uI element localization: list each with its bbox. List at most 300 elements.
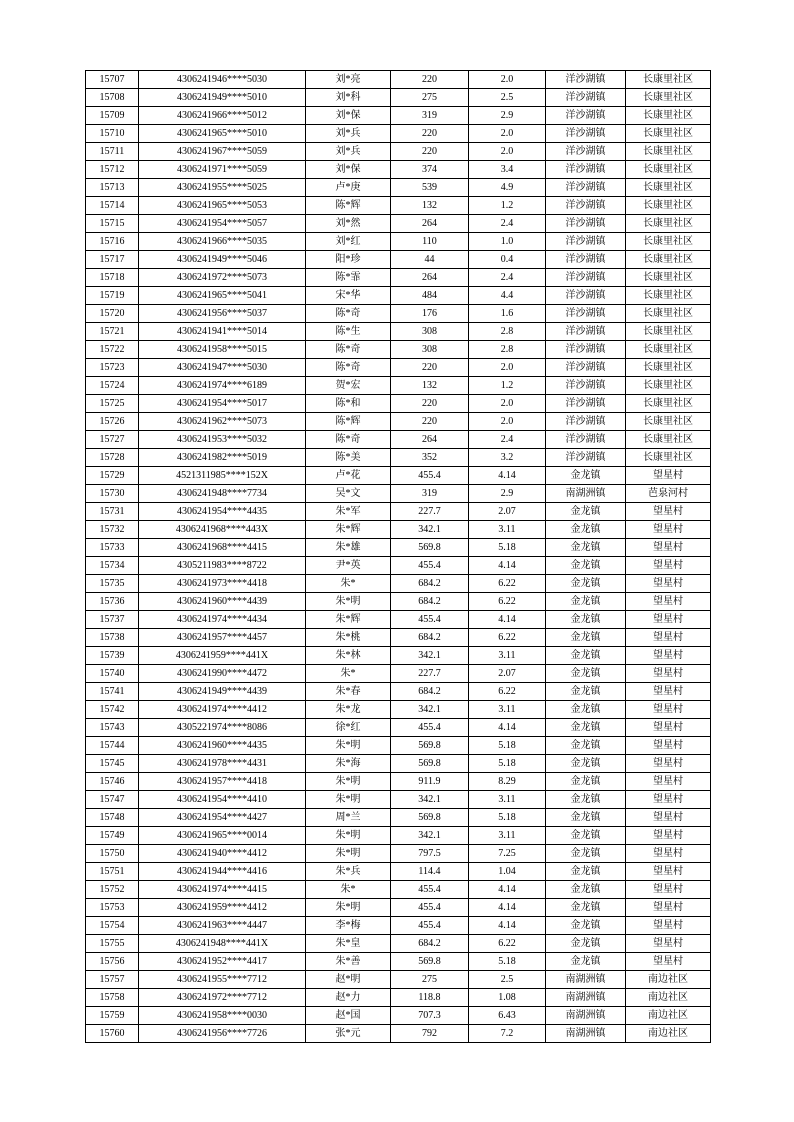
town-cell: 金龙镇 (546, 899, 626, 917)
table-row (86, 503, 711, 521)
table-row (86, 179, 711, 197)
table-row (86, 251, 711, 269)
table-row (86, 287, 711, 305)
name-cell: 赵*国 (306, 1007, 391, 1025)
name-cell: 李*梅 (306, 917, 391, 935)
village-cell: 长康里社区 (626, 215, 711, 233)
town-cell: 金龙镇 (546, 665, 626, 683)
id-number-cell: 4306241940****4412 (139, 845, 306, 863)
table-row (86, 161, 711, 179)
amount-cell: 797.5 (391, 845, 469, 863)
id-number-cell: 4306241974****6189 (139, 377, 306, 395)
town-cell: 金龙镇 (546, 683, 626, 701)
village-cell: 望星村 (626, 827, 711, 845)
amount-cell: 275 (391, 89, 469, 107)
village-cell: 长康里社区 (626, 323, 711, 341)
area-cell: 7.25 (469, 845, 546, 863)
village-cell: 长康里社区 (626, 89, 711, 107)
town-cell: 金龙镇 (546, 593, 626, 611)
name-cell: 陈*奇 (306, 305, 391, 323)
table-row (86, 143, 711, 161)
town-cell: 洋沙湖镇 (546, 323, 626, 341)
town-cell: 洋沙湖镇 (546, 233, 626, 251)
town-cell: 洋沙湖镇 (546, 251, 626, 269)
amount-cell: 569.8 (391, 539, 469, 557)
amount-cell: 342.1 (391, 701, 469, 719)
id-number-cell: 4306241952****4417 (139, 953, 306, 971)
amount-cell: 220 (391, 359, 469, 377)
area-cell: 2.9 (469, 485, 546, 503)
serial-number-cell: 15759 (86, 1007, 139, 1025)
table-row (86, 575, 711, 593)
name-cell: 贺*宏 (306, 377, 391, 395)
serial-number-cell: 15710 (86, 125, 139, 143)
village-cell: 望星村 (626, 521, 711, 539)
amount-cell: 220 (391, 143, 469, 161)
area-cell: 3.11 (469, 521, 546, 539)
name-cell: 陈*美 (306, 449, 391, 467)
serial-number-cell: 15738 (86, 629, 139, 647)
serial-number-cell: 15758 (86, 989, 139, 1007)
village-cell: 望星村 (626, 917, 711, 935)
serial-number-cell: 15756 (86, 953, 139, 971)
name-cell: 赵*力 (306, 989, 391, 1007)
id-number-cell: 4306241960****4439 (139, 593, 306, 611)
village-cell: 望星村 (626, 953, 711, 971)
village-cell: 长康里社区 (626, 431, 711, 449)
serial-number-cell: 15730 (86, 485, 139, 503)
village-cell: 望星村 (626, 755, 711, 773)
town-cell: 金龙镇 (546, 953, 626, 971)
table-row (86, 539, 711, 557)
village-cell: 长康里社区 (626, 251, 711, 269)
village-cell: 长康里社区 (626, 107, 711, 125)
id-number-cell: 4306241960****4435 (139, 737, 306, 755)
town-cell: 洋沙湖镇 (546, 305, 626, 323)
id-number-cell: 4306241966****5035 (139, 233, 306, 251)
village-cell: 长康里社区 (626, 161, 711, 179)
table-row (86, 935, 711, 953)
village-cell: 望星村 (626, 791, 711, 809)
amount-cell: 455.4 (391, 899, 469, 917)
area-cell: 5.18 (469, 539, 546, 557)
name-cell: 朱*龙 (306, 701, 391, 719)
amount-cell: 264 (391, 215, 469, 233)
table-row (86, 611, 711, 629)
table-row (86, 71, 711, 89)
town-cell: 南湖洲镇 (546, 1007, 626, 1025)
area-cell: 5.18 (469, 737, 546, 755)
table-row (86, 791, 711, 809)
amount-cell: 684.2 (391, 629, 469, 647)
id-number-cell: 4306241965****0014 (139, 827, 306, 845)
amount-cell: 342.1 (391, 521, 469, 539)
area-cell: 2.0 (469, 71, 546, 89)
name-cell: 朱* (306, 665, 391, 683)
id-number-cell: 4521311985****152X (139, 467, 306, 485)
amount-cell: 911.9 (391, 773, 469, 791)
town-cell: 金龙镇 (546, 773, 626, 791)
town-cell: 洋沙湖镇 (546, 413, 626, 431)
town-cell: 洋沙湖镇 (546, 197, 626, 215)
serial-number-cell: 15752 (86, 881, 139, 899)
area-cell: 1.08 (469, 989, 546, 1007)
town-cell: 洋沙湖镇 (546, 449, 626, 467)
serial-number-cell: 15721 (86, 323, 139, 341)
table-row (86, 1007, 711, 1025)
village-cell: 长康里社区 (626, 359, 711, 377)
serial-number-cell: 15718 (86, 269, 139, 287)
serial-number-cell: 15720 (86, 305, 139, 323)
village-cell: 长康里社区 (626, 125, 711, 143)
village-cell: 长康里社区 (626, 305, 711, 323)
village-cell: 望星村 (626, 611, 711, 629)
name-cell: 陈*奇 (306, 431, 391, 449)
name-cell: 刘*亮 (306, 71, 391, 89)
id-number-cell: 4306241949****5010 (139, 89, 306, 107)
town-cell: 洋沙湖镇 (546, 341, 626, 359)
village-cell: 长康里社区 (626, 143, 711, 161)
amount-cell: 374 (391, 161, 469, 179)
id-number-cell: 4306241954****4410 (139, 791, 306, 809)
table-row (86, 125, 711, 143)
area-cell: 1.0 (469, 233, 546, 251)
name-cell: 陈*辉 (306, 197, 391, 215)
table-row (86, 719, 711, 737)
name-cell: 朱*善 (306, 953, 391, 971)
town-cell: 南湖洲镇 (546, 1025, 626, 1043)
village-cell: 长康里社区 (626, 233, 711, 251)
area-cell: 4.14 (469, 467, 546, 485)
area-cell: 1.6 (469, 305, 546, 323)
village-cell: 南边社区 (626, 971, 711, 989)
name-cell: 尹*英 (306, 557, 391, 575)
amount-cell: 484 (391, 287, 469, 305)
name-cell: 卢*庚 (306, 179, 391, 197)
area-cell: 3.4 (469, 161, 546, 179)
name-cell: 刘*然 (306, 215, 391, 233)
name-cell: 朱* (306, 881, 391, 899)
town-cell: 洋沙湖镇 (546, 143, 626, 161)
town-cell: 南湖洲镇 (546, 989, 626, 1007)
id-number-cell: 4306241948****441X (139, 935, 306, 953)
town-cell: 洋沙湖镇 (546, 125, 626, 143)
name-cell: 朱*春 (306, 683, 391, 701)
amount-cell: 220 (391, 413, 469, 431)
town-cell: 金龙镇 (546, 629, 626, 647)
village-cell: 长康里社区 (626, 341, 711, 359)
amount-cell: 792 (391, 1025, 469, 1043)
amount-cell: 539 (391, 179, 469, 197)
amount-cell: 220 (391, 71, 469, 89)
amount-cell: 684.2 (391, 935, 469, 953)
town-cell: 金龙镇 (546, 503, 626, 521)
amount-cell: 308 (391, 323, 469, 341)
name-cell: 周*兰 (306, 809, 391, 827)
area-cell: 2.5 (469, 971, 546, 989)
village-cell: 望星村 (626, 863, 711, 881)
id-number-cell: 4306241968****443X (139, 521, 306, 539)
id-number-cell: 4306241948****7734 (139, 485, 306, 503)
town-cell: 金龙镇 (546, 701, 626, 719)
name-cell: 赵*明 (306, 971, 391, 989)
name-cell: 陈*辉 (306, 413, 391, 431)
amount-cell: 455.4 (391, 611, 469, 629)
serial-number-cell: 15755 (86, 935, 139, 953)
name-cell: 朱* (306, 575, 391, 593)
name-cell: 朱*明 (306, 845, 391, 863)
id-number-cell: 4306241974****4412 (139, 701, 306, 719)
id-number-cell: 4306241957****4457 (139, 629, 306, 647)
id-number-cell: 4306241958****0030 (139, 1007, 306, 1025)
area-cell: 4.14 (469, 899, 546, 917)
id-number-cell: 4306241946****5030 (139, 71, 306, 89)
table-row (86, 431, 711, 449)
amount-cell: 342.1 (391, 647, 469, 665)
id-number-cell: 4306241944****4416 (139, 863, 306, 881)
amount-cell: 110 (391, 233, 469, 251)
table-row (86, 971, 711, 989)
name-cell: 朱*辉 (306, 521, 391, 539)
id-number-cell: 4306241972****7712 (139, 989, 306, 1007)
village-cell: 长康里社区 (626, 179, 711, 197)
table-row (86, 359, 711, 377)
area-cell: 3.11 (469, 827, 546, 845)
table-row (86, 395, 711, 413)
village-cell: 望星村 (626, 845, 711, 863)
area-cell: 2.0 (469, 395, 546, 413)
amount-cell: 342.1 (391, 791, 469, 809)
amount-cell: 132 (391, 377, 469, 395)
town-cell: 南湖洲镇 (546, 485, 626, 503)
id-number-cell: 4306241971****5059 (139, 161, 306, 179)
area-cell: 4.14 (469, 719, 546, 737)
id-number-cell: 4306241949****4439 (139, 683, 306, 701)
table-row (86, 647, 711, 665)
town-cell: 洋沙湖镇 (546, 431, 626, 449)
town-cell: 金龙镇 (546, 611, 626, 629)
table-row (86, 989, 711, 1007)
village-cell: 望星村 (626, 629, 711, 647)
area-cell: 4.14 (469, 917, 546, 935)
table-row (86, 467, 711, 485)
amount-cell: 455.4 (391, 881, 469, 899)
serial-number-cell: 15723 (86, 359, 139, 377)
area-cell: 5.18 (469, 755, 546, 773)
amount-cell: 275 (391, 971, 469, 989)
village-cell: 长康里社区 (626, 413, 711, 431)
town-cell: 洋沙湖镇 (546, 377, 626, 395)
amount-cell: 569.8 (391, 953, 469, 971)
table-row (86, 1025, 711, 1043)
town-cell: 金龙镇 (546, 539, 626, 557)
serial-number-cell: 15726 (86, 413, 139, 431)
id-number-cell: 4306241990****4472 (139, 665, 306, 683)
area-cell: 4.14 (469, 881, 546, 899)
id-number-cell: 4306241966****5012 (139, 107, 306, 125)
amount-cell: 684.2 (391, 575, 469, 593)
serial-number-cell: 15717 (86, 251, 139, 269)
records-table (85, 70, 711, 1043)
table-row (86, 773, 711, 791)
serial-number-cell: 15731 (86, 503, 139, 521)
id-number-cell: 4305211983****8722 (139, 557, 306, 575)
village-cell: 望星村 (626, 719, 711, 737)
town-cell: 金龙镇 (546, 755, 626, 773)
name-cell: 陈*和 (306, 395, 391, 413)
id-number-cell: 4306241972****5073 (139, 269, 306, 287)
name-cell: 张*元 (306, 1025, 391, 1043)
table-row (86, 89, 711, 107)
area-cell: 5.18 (469, 809, 546, 827)
serial-number-cell: 15724 (86, 377, 139, 395)
name-cell: 朱*海 (306, 755, 391, 773)
village-cell: 望星村 (626, 557, 711, 575)
village-cell: 长康里社区 (626, 287, 711, 305)
amount-cell: 176 (391, 305, 469, 323)
name-cell: 阳*珍 (306, 251, 391, 269)
village-cell: 望星村 (626, 647, 711, 665)
name-cell: 徐*红 (306, 719, 391, 737)
serial-number-cell: 15712 (86, 161, 139, 179)
name-cell: 陈*霏 (306, 269, 391, 287)
name-cell: 刘*保 (306, 107, 391, 125)
amount-cell: 569.8 (391, 737, 469, 755)
name-cell: 朱*皇 (306, 935, 391, 953)
serial-number-cell: 15746 (86, 773, 139, 791)
village-cell: 望星村 (626, 575, 711, 593)
area-cell: 2.0 (469, 413, 546, 431)
area-cell: 6.22 (469, 629, 546, 647)
serial-number-cell: 15737 (86, 611, 139, 629)
name-cell: 朱*雄 (306, 539, 391, 557)
serial-number-cell: 15728 (86, 449, 139, 467)
amount-cell: 569.8 (391, 809, 469, 827)
village-cell: 望星村 (626, 701, 711, 719)
serial-number-cell: 15750 (86, 845, 139, 863)
town-cell: 金龙镇 (546, 935, 626, 953)
village-cell: 望星村 (626, 665, 711, 683)
serial-number-cell: 15753 (86, 899, 139, 917)
serial-number-cell: 15742 (86, 701, 139, 719)
table-row (86, 953, 711, 971)
area-cell: 1.2 (469, 377, 546, 395)
table-row (86, 449, 711, 467)
name-cell: 陈*奇 (306, 341, 391, 359)
area-cell: 2.0 (469, 359, 546, 377)
serial-number-cell: 15754 (86, 917, 139, 935)
town-cell: 洋沙湖镇 (546, 107, 626, 125)
table-row (86, 755, 711, 773)
village-cell: 长康里社区 (626, 395, 711, 413)
town-cell: 金龙镇 (546, 467, 626, 485)
table-row (86, 233, 711, 251)
name-cell: 刘*保 (306, 161, 391, 179)
village-cell: 长康里社区 (626, 449, 711, 467)
id-number-cell: 4306241941****5014 (139, 323, 306, 341)
village-cell: 望星村 (626, 899, 711, 917)
serial-number-cell: 15725 (86, 395, 139, 413)
table-row (86, 413, 711, 431)
village-cell: 望星村 (626, 809, 711, 827)
serial-number-cell: 15757 (86, 971, 139, 989)
serial-number-cell: 15749 (86, 827, 139, 845)
town-cell: 洋沙湖镇 (546, 269, 626, 287)
village-cell: 长康里社区 (626, 269, 711, 287)
id-number-cell: 4306241967****5059 (139, 143, 306, 161)
village-cell: 南边社区 (626, 1025, 711, 1043)
name-cell: 朱*辉 (306, 611, 391, 629)
area-cell: 2.9 (469, 107, 546, 125)
town-cell: 洋沙湖镇 (546, 287, 626, 305)
table-row (86, 629, 711, 647)
town-cell: 金龙镇 (546, 827, 626, 845)
area-cell: 4.14 (469, 557, 546, 575)
serial-number-cell: 15739 (86, 647, 139, 665)
table-row (86, 737, 711, 755)
serial-number-cell: 15715 (86, 215, 139, 233)
town-cell: 洋沙湖镇 (546, 215, 626, 233)
name-cell: 朱*明 (306, 773, 391, 791)
table-row (86, 485, 711, 503)
table-body (86, 71, 711, 1043)
amount-cell: 114.4 (391, 863, 469, 881)
serial-number-cell: 15709 (86, 107, 139, 125)
serial-number-cell: 15727 (86, 431, 139, 449)
amount-cell: 455.4 (391, 917, 469, 935)
table-row (86, 845, 711, 863)
area-cell: 5.18 (469, 953, 546, 971)
serial-number-cell: 15760 (86, 1025, 139, 1043)
town-cell: 金龙镇 (546, 521, 626, 539)
town-cell: 金龙镇 (546, 737, 626, 755)
village-cell: 望星村 (626, 737, 711, 755)
village-cell: 望星村 (626, 593, 711, 611)
table-row (86, 377, 711, 395)
name-cell: 吴*文 (306, 485, 391, 503)
id-number-cell: 4306241947****5030 (139, 359, 306, 377)
id-number-cell: 4305221974****8086 (139, 719, 306, 737)
area-cell: 1.04 (469, 863, 546, 881)
serial-number-cell: 15722 (86, 341, 139, 359)
id-number-cell: 4306241954****5017 (139, 395, 306, 413)
village-cell: 望星村 (626, 467, 711, 485)
table-row (86, 107, 711, 125)
town-cell: 洋沙湖镇 (546, 179, 626, 197)
amount-cell: 44 (391, 251, 469, 269)
amount-cell: 684.2 (391, 593, 469, 611)
serial-number-cell: 15743 (86, 719, 139, 737)
area-cell: 2.5 (469, 89, 546, 107)
serial-number-cell: 15735 (86, 575, 139, 593)
town-cell: 金龙镇 (546, 881, 626, 899)
area-cell: 2.07 (469, 665, 546, 683)
amount-cell: 455.4 (391, 719, 469, 737)
name-cell: 朱*明 (306, 791, 391, 809)
amount-cell: 227.7 (391, 503, 469, 521)
serial-number-cell: 15734 (86, 557, 139, 575)
id-number-cell: 4306241974****4415 (139, 881, 306, 899)
village-cell: 南边社区 (626, 1007, 711, 1025)
table-row (86, 809, 711, 827)
id-number-cell: 4306241953****5032 (139, 431, 306, 449)
name-cell: 朱*兵 (306, 863, 391, 881)
id-number-cell: 4306241954****4427 (139, 809, 306, 827)
town-cell: 洋沙湖镇 (546, 161, 626, 179)
area-cell: 6.22 (469, 575, 546, 593)
serial-number-cell: 15748 (86, 809, 139, 827)
village-cell: 芭泉河村 (626, 485, 711, 503)
